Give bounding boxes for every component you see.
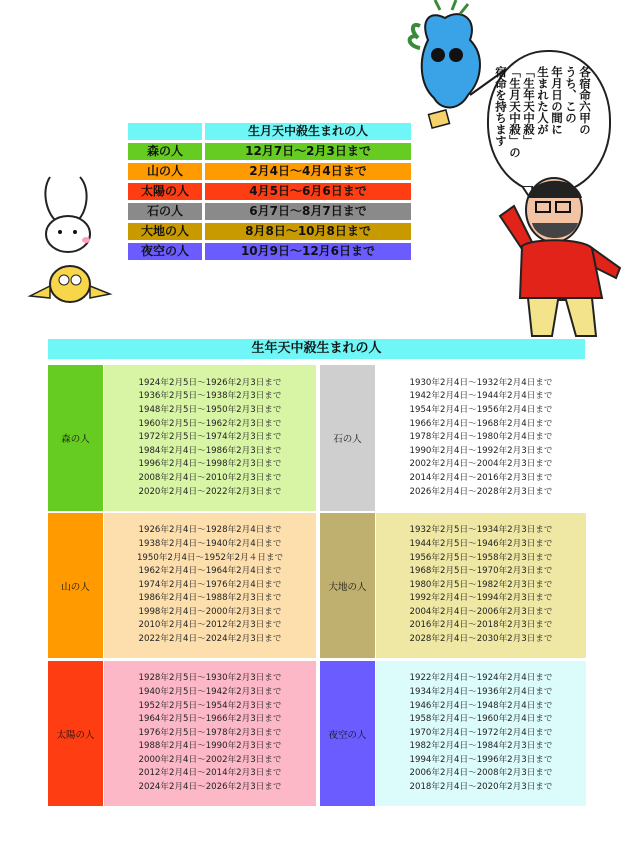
date-range: 1954年2月4日〜1956年2月4日まで <box>409 405 553 416</box>
speech-line: 「生年天中殺」 <box>522 66 536 147</box>
date-range: 1970年2月4日〜1972年2月4日まで <box>409 727 553 738</box>
date-range: 1946年2月4日〜1948年2月4日まで <box>409 700 553 711</box>
date-range: 1964年2月5日〜1966年2月3日まで <box>138 714 282 725</box>
year-group-dates <box>104 661 316 806</box>
month-row-label: 山の人 <box>128 163 205 183</box>
date-range: 1950年2月4日〜1952年2月４日まで <box>136 552 284 563</box>
date-range: 1936年2月5日〜1938年2月3日まで <box>138 391 282 402</box>
date-range: 1938年2月4日〜1940年2月4日まで <box>138 538 282 549</box>
date-range: 2010年2月4日〜2012年2月3日まで <box>138 620 282 631</box>
month-row-label: 太陽の人 <box>128 183 205 203</box>
rabbit-and-bird-illustration <box>20 172 125 322</box>
date-range: 1974年2月4日〜1976年2月4日まで <box>138 579 282 590</box>
date-range: 1924年2月5日〜1926年2月3日まで <box>138 377 282 388</box>
month-row-label: 石の人 <box>128 203 205 223</box>
date-range: 1926年2月4日〜1928年2月4日まで <box>138 525 282 536</box>
month-row-range: 8月8日〜10月8日まで <box>205 223 411 243</box>
date-range: 1980年2月5日〜1982年2月3日まで <box>409 579 553 590</box>
date-range: 2000年2月4日〜2002年2月3日まで <box>138 754 282 765</box>
date-range: 1932年2月5日〜1934年2月3日まで <box>409 525 553 536</box>
date-range: 1972年2月5日〜1974年2月3日まで <box>138 432 282 443</box>
month-table-header: 生月天中殺生まれの人 <box>205 123 411 143</box>
speech-line: 年月日の間に <box>550 66 564 135</box>
date-range: 1994年2月4日〜1996年2月3日まで <box>409 754 553 765</box>
date-range: 1934年2月4日〜1936年2月4日まで <box>409 686 553 697</box>
date-range: 2018年2月4日〜2020年2月3日まで <box>409 782 553 793</box>
month-row-label: 大地の人 <box>128 223 205 243</box>
date-range: 1968年2月5日〜1970年2月3日まで <box>409 566 553 577</box>
date-range: 1944年2月5日〜1946年2月3日まで <box>409 538 553 549</box>
month-table <box>128 123 411 263</box>
year-group-dates <box>376 513 586 658</box>
date-range: 2006年2月4日〜2008年2月3日まで <box>409 768 553 779</box>
date-range: 1948年2月5日〜1950年2月3日まで <box>138 405 282 416</box>
date-range: 2004年2月4日〜2006年2月3日まで <box>409 606 553 617</box>
year-group-dates <box>376 661 586 806</box>
month-row-range: 2月4日〜4月4日まで <box>205 163 411 183</box>
year-group-label: 太陽の人 <box>48 661 103 806</box>
date-range: 1930年2月4日〜1932年2月4日まで <box>409 377 553 388</box>
date-range: 1984年2月4日〜1986年2月3日まで <box>138 445 282 456</box>
date-range: 1940年2月5日〜1942年2月3日まで <box>138 686 282 697</box>
date-range: 1958年2月4日〜1960年2月4日まで <box>409 714 553 725</box>
date-range: 1996年2月4日〜1998年2月3日まで <box>138 459 282 470</box>
date-range: 1952年2月5日〜1954年2月3日まで <box>138 700 282 711</box>
year-group-label: 夜空の人 <box>320 661 375 806</box>
month-row-range: 12月7日〜2月3日まで <box>205 143 411 163</box>
month-row-label: 森の人 <box>128 143 205 163</box>
date-range: 1928年2月5日〜1930年2月3日まで <box>138 673 282 684</box>
date-range: 1976年2月5日〜1978年2月3日まで <box>138 727 282 738</box>
date-range: 2022年2月4日〜2024年2月3日まで <box>138 634 282 645</box>
year-group-label: 森の人 <box>48 365 103 511</box>
date-range: 2008年2月4日〜2010年2月3日まで <box>138 472 282 483</box>
man-illustration <box>492 168 627 338</box>
date-range: 2014年2月4日〜2016年2月3日まで <box>409 472 553 483</box>
year-group-label: 石の人 <box>320 365 375 511</box>
year-group-dates <box>376 365 586 511</box>
year-group-dates <box>104 365 316 511</box>
month-table-corner <box>128 123 205 143</box>
year-group-label: 山の人 <box>48 513 103 658</box>
date-range: 1960年2月5日〜1962年2月3日まで <box>138 418 282 429</box>
date-range: 1966年2月4日〜1968年2月4日まで <box>409 418 553 429</box>
date-range: 1990年2月4日〜1992年2月3日まで <box>409 445 553 456</box>
date-range: 1986年2月4日〜1988年2月3日まで <box>138 593 282 604</box>
month-row-range: 6月7日〜8月7日まで <box>205 203 411 223</box>
date-range: 1982年2月4日〜1984年2月3日まで <box>409 741 553 752</box>
month-row-label: 夜空の人 <box>128 243 205 263</box>
date-range: 1978年2月4日〜1980年2月4日まで <box>409 432 553 443</box>
date-range: 1962年2月4日〜1964年2月4日まで <box>138 566 282 577</box>
date-range: 2026年2月4日〜2028年2月3日まで <box>409 486 553 497</box>
date-range: 1922年2月4日〜1924年2月4日まで <box>409 673 553 684</box>
speech-line: 各宿命六甲の <box>578 66 592 135</box>
date-range: 2028年2月4日〜2030年2月3日まで <box>409 634 553 645</box>
year-group-dates <box>104 513 316 658</box>
date-range: 2012年2月4日〜2014年2月3日まで <box>138 768 282 779</box>
date-range: 2024年2月4日〜2026年2月3日まで <box>138 782 282 793</box>
month-row-range: 4月5日〜6月6日まで <box>205 183 411 203</box>
speech-line: 宿命を持ちます <box>494 66 508 147</box>
date-range: 1942年2月4日〜1944年2月4日まで <box>409 391 553 402</box>
month-row-range: 10月9日〜12月6日まで <box>205 243 411 263</box>
date-range: 1956年2月5日〜1958年2月3日まで <box>409 552 553 563</box>
date-range: 1988年2月4日〜1990年2月3日まで <box>138 741 282 752</box>
speech-line: 「生月天中殺」の <box>508 66 522 158</box>
date-range: 2016年2月4日〜2018年2月3日まで <box>409 620 553 631</box>
speech-line: 生まれた人が <box>536 66 550 135</box>
date-range: 1992年2月4日〜1994年2月3日まで <box>409 593 553 604</box>
speech-line: うち、この <box>564 66 578 124</box>
date-range: 1998年2月4日〜2000年2月3日まで <box>138 606 282 617</box>
year-table-title: 生年天中殺生まれの人 <box>48 339 585 359</box>
date-range: 2002年2月4日〜2004年2月3日まで <box>409 459 553 470</box>
year-group-label: 大地の人 <box>320 513 375 658</box>
date-range: 2020年2月4日〜2022年2月3日まで <box>138 486 282 497</box>
